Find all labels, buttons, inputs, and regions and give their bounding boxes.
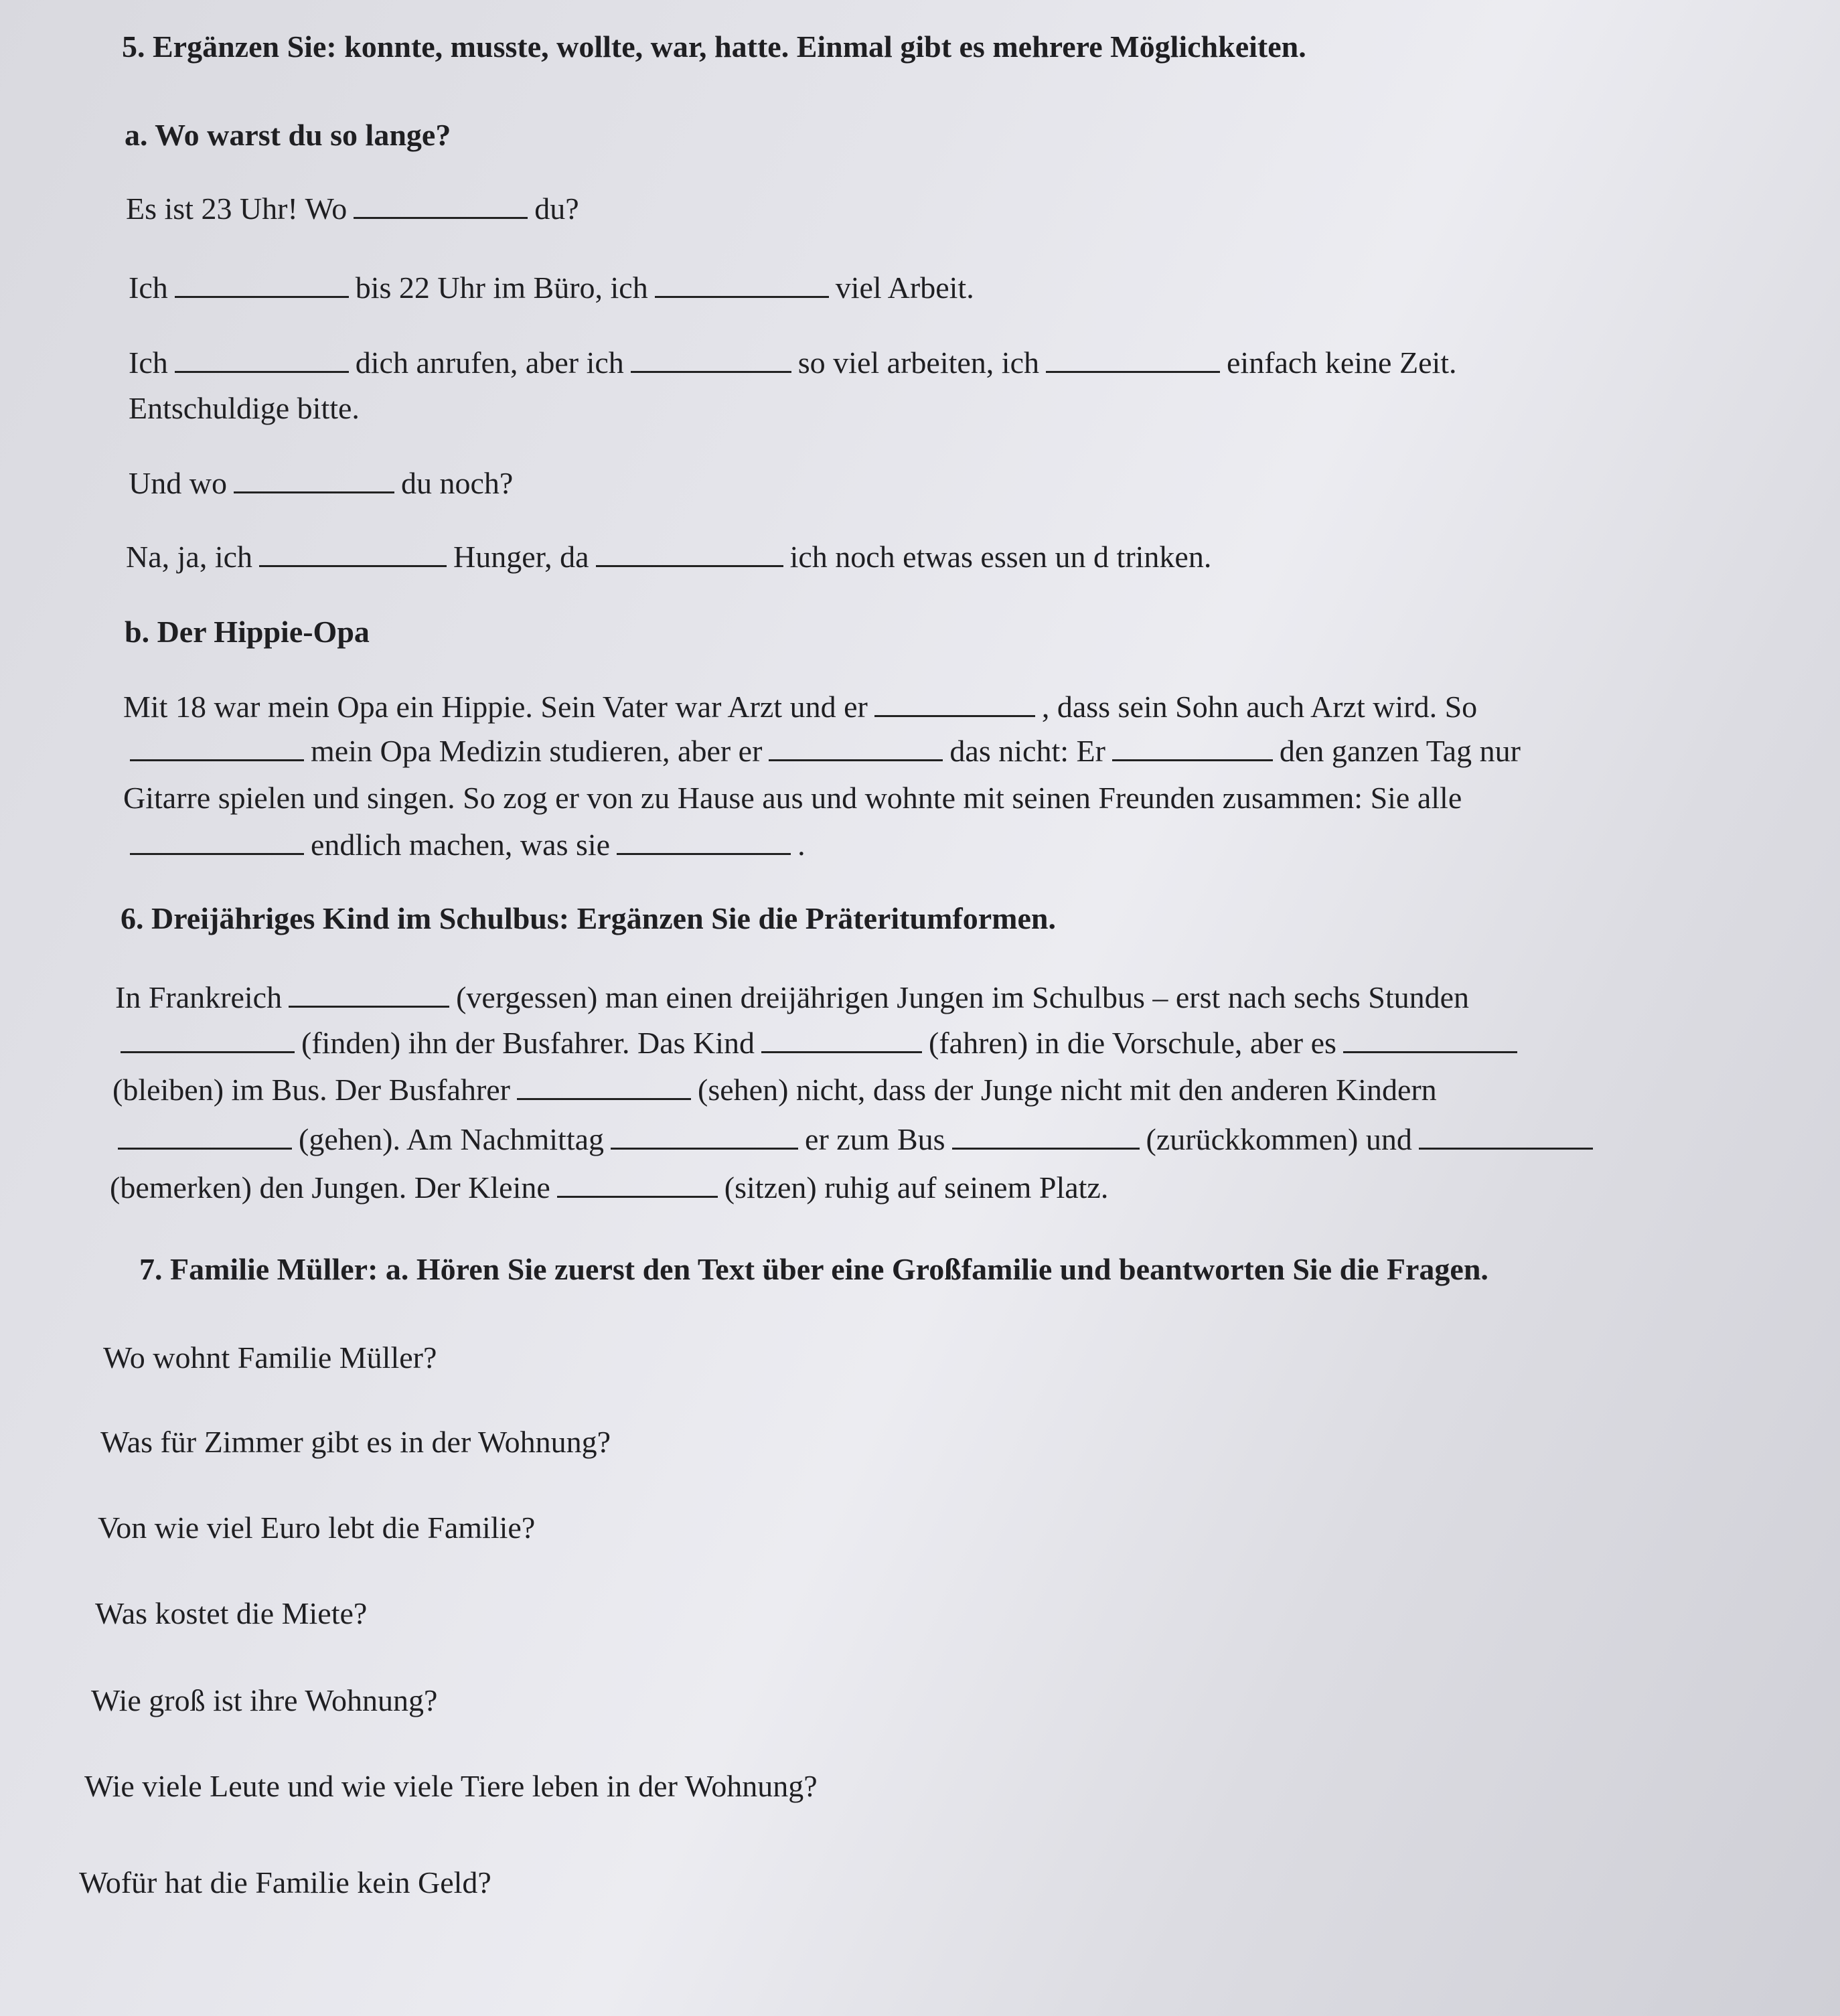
answer-blank[interactable] — [118, 1121, 292, 1150]
exercise-6-line-5: (bemerken) den Jungen. Der Kleine (sitzen) ruhig auf seinem Platz. — [110, 1170, 1109, 1205]
answer-blank[interactable] — [259, 538, 447, 567]
answer-blank[interactable] — [234, 465, 394, 493]
exercise-5b-line-2: mein Opa Medizin studieren, aber er das nicht: Er den ganzen Tag nur — [123, 731, 1521, 771]
exercise-5a-line-4: Und wo du noch? — [129, 466, 514, 500]
answer-blank[interactable] — [952, 1121, 1140, 1150]
exercise-5b-line-4: endlich machen, was sie . — [123, 825, 806, 865]
answer-blank[interactable] — [1343, 1024, 1517, 1053]
answer-blank[interactable] — [354, 190, 528, 219]
exercise-5b-line-3: Gitarre spielen und singen. So zog er von zu Hause aus und wohnte mit seinen Freunden zusammen: Sie alle — [123, 781, 1462, 815]
answer-blank[interactable] — [175, 269, 349, 298]
exercise-5-title: 5. Ergänzen Sie: konnte, musste, wollte, war, hatte. Einmal gibt es mehrere Möglichkeiten. — [122, 29, 1306, 64]
answer-blank[interactable] — [130, 826, 304, 855]
exercise-7-question: Wie groß ist ihre Wohnung? — [91, 1683, 438, 1717]
exercise-6-line-4: (gehen). Am Nachmittag er zum Bus (zurückkommen) und — [111, 1119, 1600, 1160]
exercise-6-line-3: (bleiben) im Bus. Der Busfahrer (sehen) nicht, dass der Junge nicht mit den anderen Kindern — [112, 1073, 1437, 1107]
answer-blank[interactable] — [130, 732, 304, 761]
answer-blank[interactable] — [617, 826, 791, 855]
answer-blank[interactable] — [761, 1024, 922, 1053]
answer-blank[interactable] — [557, 1169, 718, 1198]
exercise-6-line-1: In Frankreich (vergessen) man einen dreijährigen Jungen im Schulbus – erst nach sechs Stunden — [115, 980, 1470, 1014]
answer-blank[interactable] — [631, 344, 791, 373]
answer-blank[interactable] — [611, 1121, 798, 1150]
answer-blank[interactable] — [1419, 1121, 1593, 1150]
exercise-6-line-2: (finden) ihn der Busfahrer. Das Kind (fahren) in die Vorschule, aber es — [114, 1023, 1524, 1063]
exercise-5b-heading: b. Der Hippie-Opa — [125, 615, 370, 649]
answer-blank[interactable] — [874, 688, 1035, 717]
exercise-5a-line-3: Ich dich anrufen, aber ich so viel arbeiten, ich einfach keine Zeit. — [129, 345, 1457, 380]
exercise-7-title: 7. Familie Müller: a. Hören Sie zuerst den Text über eine Großfamilie und beantworten Sie die Fragen. — [139, 1252, 1488, 1286]
answer-blank[interactable] — [121, 1024, 295, 1053]
exercise-5a-heading: a. Wo warst du so lange? — [125, 118, 451, 152]
answer-blank[interactable] — [175, 344, 349, 373]
exercise-7-question: Wofür hat die Familie kein Geld? — [79, 1865, 491, 1899]
exercise-7-question: Was kostet die Miete? — [95, 1596, 368, 1630]
exercise-5b-line-1: Mit 18 war mein Opa ein Hippie. Sein Vater war Arzt und er , dass sein Sohn auch Arzt wird. So — [123, 690, 1478, 724]
exercise-7-question: Wo wohnt Familie Müller? — [103, 1340, 437, 1375]
answer-blank[interactable] — [517, 1071, 691, 1100]
answer-blank[interactable] — [769, 732, 943, 761]
answer-blank[interactable] — [1046, 344, 1220, 373]
answer-blank[interactable] — [655, 269, 829, 298]
answer-blank[interactable] — [289, 979, 449, 1008]
exercise-5a-line-3b: Entschuldige bitte. — [129, 391, 360, 425]
exercise-5a-line-5: Na, ja, ich Hunger, da ich noch etwas essen un d trinken. — [126, 540, 1212, 574]
exercise-5a-line-2: Ich bis 22 Uhr im Büro, ich viel Arbeit. — [129, 270, 974, 305]
exercise-7-question: Was für Zimmer gibt es in der Wohnung? — [100, 1425, 611, 1459]
answer-blank[interactable] — [596, 538, 783, 567]
exercise-5a-line-1: Es ist 23 Uhr! Wo du? — [126, 191, 579, 226]
exercise-7-question: Von wie viel Euro lebt die Familie? — [98, 1510, 536, 1545]
exercise-7-question: Wie viele Leute und wie viele Tiere leben in der Wohnung? — [84, 1769, 818, 1803]
answer-blank[interactable] — [1112, 732, 1273, 761]
exercise-6-title: 6. Dreijähriges Kind im Schulbus: Ergänzen Sie die Präteritumformen. — [121, 901, 1056, 935]
